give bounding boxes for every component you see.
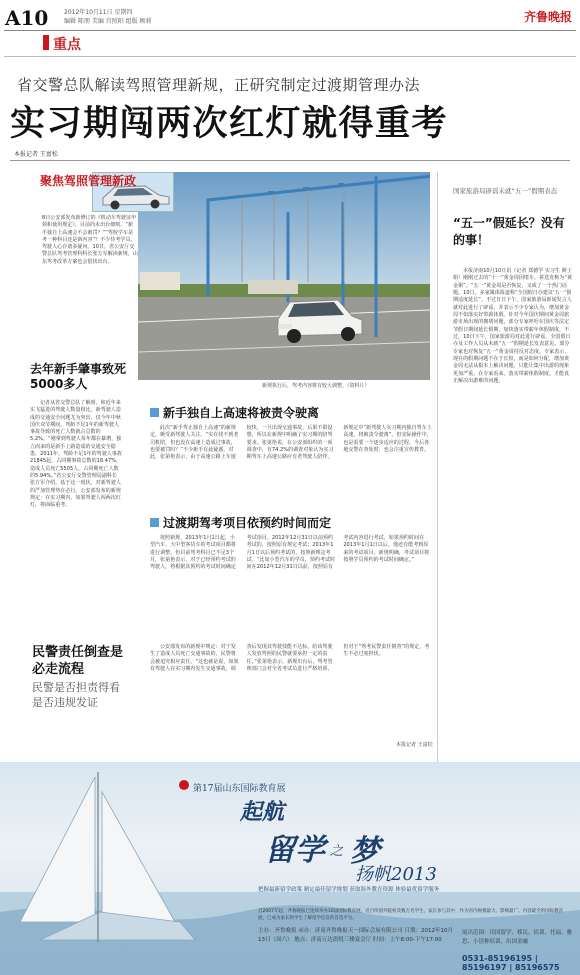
article-kicker: 省交警总队解读驾照管理新规，正研究制定过渡期管理办法 <box>17 76 421 94</box>
highway-section <box>150 425 432 461</box>
promo-subtitle: 民警是否担责得看是否违规发证 <box>32 681 120 709</box>
left-column-text: 记者从省交警总队了解到，和近年来实飞猛进的驾驶人数量相比，新驾驶人造成的交通安全问题尤为突出，仅今年中秋国庆双节期间，驾龄不足1年的新驾驶人事故导致的死亡人数就占总数的5.2%。“刚拿到驾驶人每年都在暴增，独立而来的是新手上路造成的交通安全隐患，2011年，驾龄不足1年的驾驶人事故21845起，占同期事故总数的18.47%，造成人员死亡5505人，占同期死亡人数的5.94%。”省公安厅交警管理局副科长张方军介绍。基于这一现状，对新驾驶人的严加管理势在必行。公安部发布的新规规定：在实习期内，如果驾驶人闯两次红灯，将面临重考。 <box>30 400 122 509</box>
ad-headline-1: 起航 <box>240 799 285 825</box>
ad-phone: 0531-85196195 | 85196197 | 85196575 <box>462 954 560 972</box>
section-marker <box>43 35 49 50</box>
expo-logo-icon <box>179 780 189 790</box>
square-bullet-icon <box>150 408 159 417</box>
square-bullet-icon <box>150 518 159 527</box>
subhead-highway <box>150 404 319 421</box>
transition-text: 按照新规，2013年1月1日起，小型汽车、大中型客货车的考试项目都将进行调整。但目前驾考科目已不足3个月，张第艳表示，对于已经预约考试的驾驶人，将根据其预约的考试时间确定考试项目。2012年12月31日以前预约考试的，按照原有规定考试；2013年1月1日以后预约考试的，按照新规定考试。“比如小型汽车的学员，预约考试时间在2012年12月31日以前，按照原有考试内容进行考试，如果预约时间在2013年1月1日以后，他还有能考到原来的考试项目。新规明确，考试项目将按照学员预约的考试时间确定。” <box>150 535 430 571</box>
section-title: 重点 <box>53 37 81 53</box>
ad-description: 自2007年起，齐鲁晚报已连续举办16届国际教育展，近百所国外院校及数万名学生、家长参与其中，作为省内规模最大、影响最广、内容最全的国际教育展，已成为家长和学生了解留学信息的首选平台。 <box>258 909 564 921</box>
left-column <box>30 400 122 509</box>
ad-organizer <box>258 927 458 945</box>
news-photo <box>138 172 430 380</box>
date-line: 2012年10月11日 星期四 <box>64 9 133 16</box>
highway-text: 此次“新手驾止独自上高速”的新规定，颇受新驾驶人关注。“实在找不到老司机陪，但也没在高速上造成过事故，也要被罚吗？”不少新手有此疑惑。对此，张第艳表示，由于高速公路上车速较快，一旦出现交通事故，后果不堪设想，所以在新规中明确了实习期的陪驾要求。张第艳说，在公安部组织的一项调查中，有74.2%的调查对象认为实习期驾车上高速公路应有老驾驶人陪伴。新规定中“新驾驶人实习期内独自驾车上高速，将被责令驶离”，但实际操作中，也是需要一个逐步适应的过程，今后各地交警在查处时，也会注重宣传教育。 <box>150 425 432 461</box>
header-divider <box>4 30 576 31</box>
article-headline: 实习期闯两次红灯就得重考 <box>10 104 449 144</box>
newspaper-logo: 齐鲁晚报 <box>524 10 573 24</box>
promo-box <box>32 644 130 710</box>
sidebar-kicker: 国家旅游局辟谣未就“五一”假期表态 <box>453 187 558 195</box>
promo-title: 民警责任倒查是必走流程 <box>32 645 124 677</box>
sidebar-title: “五一”假延长？没有的事！ <box>453 216 565 247</box>
headline-rule <box>10 160 570 161</box>
lead-text: 8日公安部发布新修订的《机动车驾驶证申领和使用规定》，目前尚未出台细则，“新手独自上高速会不会被罚？”“驾校学车是考一种科目还是新内容”？不少待考学员、驾驶人心存诸多疑问。10日，省公安厅交警总队驾考管理科科长张方军解读新规，山东驾考改革方案也会很快出台。 <box>42 215 138 265</box>
lead-paragraph <box>42 215 138 266</box>
header-meta <box>64 8 152 26</box>
transition-section <box>150 535 432 571</box>
ad-scope: 展出范围：出国留学、移民、培训、托福、雅思、小语种培训、出国金融 <box>462 930 573 945</box>
ad-headline-2: 留学 <box>265 833 325 868</box>
exam-field-illustration <box>138 172 430 380</box>
sidebar-text: 本报济南10月10日讯（记者 郑德学 实习生 颜士娟）刚刚过去的“十一”黄金周因堵车、拼迭发称为“黄金粥”。“五一”黄金周是否恢复，又成了一个热门话题。10日，多家媒体报道称“全国假日办建议‘五一’假期适度延长”。不过日日下午，国家旅游局新闻发言人就对此进行了辟谣，并表示不少专家认为，增加黄金周不如落实好带薪休假。针对今年国庆期间黄金周旅游市场出现的拥堵问题，部分专家呼吁在国庆等法定节假日期间延长假期，加快落实带薪年休假制度。不过，10日下午，国家旅游局对此进行辟谣，全国假日办及工作人员从未就“五一”假期延长发表意见。部分专家也对恢复“五一”黄金周持反对态度。专家表示，现在的假期问题不在于长短，而是如何分配，增加黄金周无法从根本上解决问题，只能让集中出游的现象更加严重。在专家看来，落实带薪休假制度，才能真正解决出游难的问题。 <box>453 268 573 385</box>
section-divider <box>4 56 576 57</box>
ad-headline-4: 梦 <box>350 834 380 869</box>
article-byline: 本报记者 王富松 <box>14 151 58 158</box>
ad-tags: 把握最新留学政策 制定最佳留学规划 获取海外教育资源 体验最优留学服务 <box>258 887 440 893</box>
ad-headline-5: 扬帆2013 <box>355 864 437 885</box>
subhead-highway-text: 新手独自上高速将被责令驶离 <box>163 406 320 420</box>
inset-label: 聚焦驾照管理新政 <box>40 174 137 188</box>
ad-headline-3: 之 <box>330 844 344 859</box>
ad-top-line: 第17届山东国际教育展 <box>193 784 286 794</box>
sidebar-body <box>453 268 573 386</box>
subhead-transition-text: 过渡期驾考项目依预约时间而定 <box>163 516 332 530</box>
bottom-section <box>150 644 432 673</box>
ad-organizer-text: 主办：齐鲁晚报 承办：济南齐鲁晚报天一国际会展有限公司 日期：2012年10月13日（周六） 地点：济南万达凯悦三楼宴会厅 时间：上午8:00-下午17:00 <box>258 928 453 943</box>
article-author-bottom: 本报记者 王富松 <box>396 742 433 748</box>
subhead-1: 去年新手肇事致死5000多人 <box>30 362 127 391</box>
sidebar-divider <box>437 172 575 762</box>
photo-caption: 新规执行后，驾考内容将有较大调整。（资料片） <box>262 383 370 389</box>
bottom-text: 公安部发布的新规中规定：对于发生了造成人员死亡交通事故的，民警将会被追究相应责任。“这也就是说，如果有驾驶人在实习期内发生交通事故，调查后发现其驾驶技能不达标，给该驾驶人发放驾照的民警就要承担一定的责任。”张第艳表示，新规出台后，驾考管理部门会对全省考试员进行严格培训，但对于“驾考民警责任倒查”的规定，考生不必过度担忧。 <box>150 644 430 672</box>
subhead-transition <box>150 514 331 531</box>
page-number: A10 <box>5 6 49 30</box>
editor-line: 编辑 陈朋 美编 宫照阳 组版 顾莉 <box>64 18 152 25</box>
